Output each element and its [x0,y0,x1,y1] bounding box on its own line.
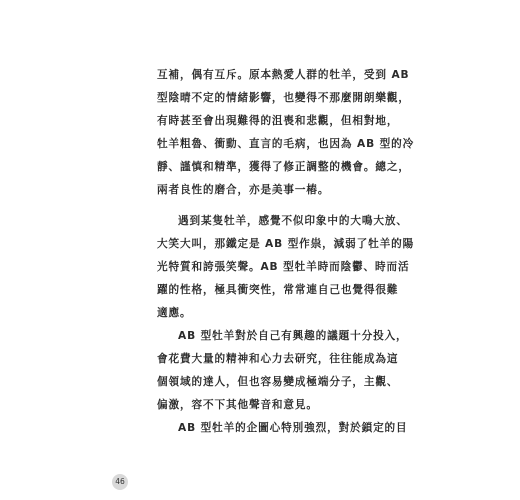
text-line: 兩者良性的磨合，亦是美事一樁。 [157,184,330,196]
text-line: 牡羊粗魯、衝動、直言的毛病，也因為 AB 型的冷 [157,138,415,150]
text-line: 躍的性格，極具衝突性，常常連自己也覺得很難 [157,284,399,296]
text-line: 互補，偶有互斥。原本熱愛人群的牡羊，受到 AB [157,69,410,81]
text-line: 個領域的達人，但也容易變成極端分子，主觀、 [157,376,399,388]
text-line: 光特質和誇張笑聲。AB 型牡羊時而陰鬱、時而活 [157,261,410,273]
text-line: 偏激，容不下其他聲音和意見。 [157,399,318,411]
text-line: 遇到某隻牡羊，感覺不似印象中的大鳴大放、 [178,215,408,227]
text-line: 會花費大量的精神和心力去研究，往往能成為這 [157,353,399,365]
text-line: AB 型牡羊對於自己有興趣的議題十分投入， [178,330,408,342]
text-line: AB 型牡羊的企圖心特別強烈，對於鎖定的目 [178,422,408,434]
page-number-badge: 46 [112,474,128,490]
text-line: 有時甚至會出現難得的沮喪和悲觀，但相對地， [157,115,399,127]
text-line: 靜、謹慎和精準，獲得了修正調整的機會。總之， [157,161,410,173]
text-line: 大笑大叫，那鐵定是 AB 型作祟，減弱了牡羊的陽 [157,238,415,250]
text-line: 型陰晴不定的情緒影響，也變得不那麼開朗樂觀， [157,92,410,104]
text-line: 適應。 [157,307,192,319]
